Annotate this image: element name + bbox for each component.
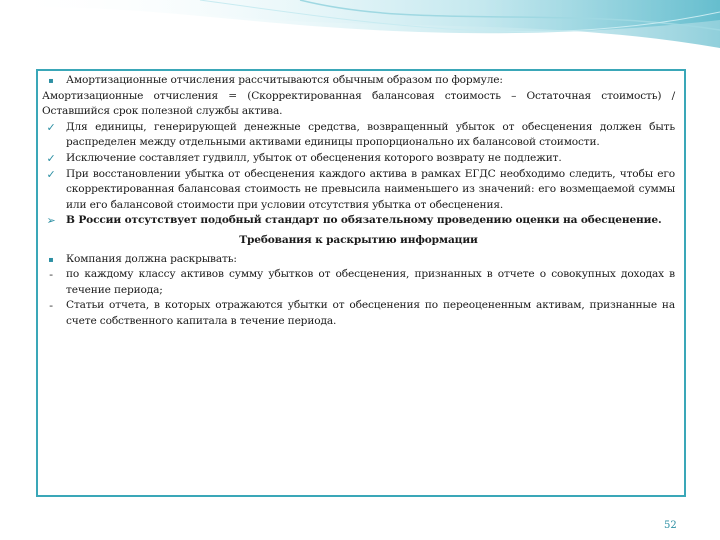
dash-paragraph [42, 298, 675, 329]
bullet-paragraph [42, 252, 675, 268]
square-bullet-icon: ▪ [48, 76, 54, 85]
checkmark-icon: ✓ [46, 120, 56, 134]
decorative-header [0, 0, 720, 72]
formula-paragraph [42, 89, 675, 120]
paragraph-text: Для единицы, генерирующей денежные средства, возвращенный убыток от обесценения должен быть распределен между отдельными активами единицы пропорционально их балансовой стоимости. [66, 120, 675, 149]
paragraph-text: Амортизационные отчисления = (Скорректированная балансовая стоимость – Остаточная стоимость) / Оставшийся срок полезной службы актива. [42, 89, 675, 118]
checkmark-icon: ✓ [46, 167, 56, 181]
checkmark-icon: ✓ [46, 151, 56, 165]
paragraph-text: Исключение составляет гудвилл, убыток от обесценения которого возврату не подлежит. [66, 151, 562, 164]
check-paragraph [42, 167, 675, 214]
paragraph-text: Амортизационные отчисления рассчитываются обычным образом по формуле: [66, 74, 503, 86]
page-number: 52 [664, 520, 677, 531]
paragraph-text: При восстановлении убытка от обесценения каждого актива в рамках ЕГДС необходимо следить, чтобы его скорректированная балансовая стоимость не превысила наименьшего из значений: его возмещаемой суммы или его балансовой стоимости при условии отсутствия убытка от обесценения. [66, 167, 675, 211]
dash-paragraph [42, 267, 675, 298]
check-paragraph [42, 151, 675, 167]
bullet-paragraph [42, 73, 675, 89]
square-bullet-icon: ▪ [48, 254, 54, 264]
paragraph-text: Статьи отчета, в которых отражаются убытки от обесценения по переоцененным активам, признанные на счете собственного капитала в течение периода. [66, 299, 675, 327]
paragraph-text: В России отсутствует подобный стандарт по обязательному проведению оценки на обесценение. [66, 214, 662, 227]
heading-text: Требования к раскрытию информации [239, 233, 478, 246]
arrow-paragraph [42, 213, 675, 229]
dash-bullet-icon: - [49, 268, 53, 282]
check-paragraph [42, 120, 675, 151]
slide-body [42, 73, 675, 330]
paragraph-text: по каждому классу активов сумму убытков от обесценения, признанных в отчете о совокупных доходах в течение периода; [66, 268, 675, 296]
arrow-bullet-icon: ➢ [46, 214, 56, 228]
paragraph-text: Компания должна раскрывать: [66, 252, 237, 265]
dash-bullet-icon: - [49, 299, 53, 313]
section-heading [42, 233, 675, 249]
